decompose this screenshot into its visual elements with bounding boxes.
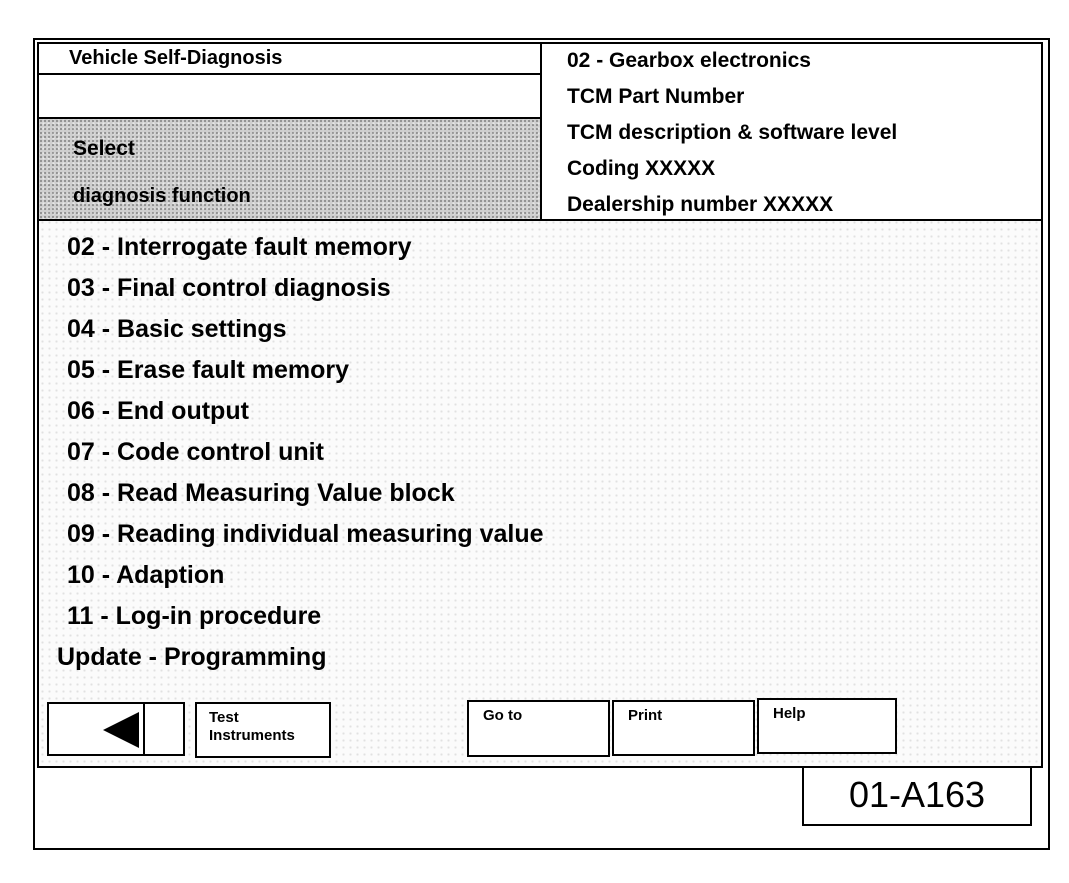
- help-button[interactable]: [757, 698, 897, 754]
- header-left-panel: [39, 44, 542, 221]
- help-label: Help: [773, 705, 806, 722]
- menu-item-update-programming[interactable]: Update - Programming: [57, 643, 327, 671]
- figure-id-label: 01-A163: [802, 766, 1032, 826]
- description-label: TCM description & software level: [567, 121, 898, 144]
- diagnosis-function-menu: [57, 230, 757, 681]
- diagnosis-screen: [37, 42, 1043, 768]
- module-label: 02 - Gearbox electronics: [567, 49, 811, 72]
- blank-header-row: [39, 75, 540, 119]
- print-label: Print: [628, 707, 663, 724]
- go-to-label: Go to: [483, 707, 523, 724]
- test-instruments-button[interactable]: [195, 702, 331, 758]
- select-prompt-line1: Select: [73, 137, 135, 160]
- go-to-button[interactable]: [467, 700, 610, 757]
- menu-item-final-control-diagnosis[interactable]: 03 - Final control diagnosis: [67, 274, 391, 302]
- back-button-divider: [143, 704, 145, 754]
- part-number-label: TCM Part Number: [567, 85, 745, 108]
- menu-item-reading-individual-measuring-value[interactable]: 09 - Reading individual measuring value: [67, 520, 544, 548]
- control-unit-info-panel: [542, 44, 1041, 221]
- menu-item-log-in-procedure[interactable]: 11 - Log-in procedure: [67, 602, 322, 630]
- menu-item-end-output[interactable]: 06 - End output: [67, 397, 249, 425]
- back-button[interactable]: [47, 702, 185, 756]
- dealership-label: Dealership number XXXXX: [567, 193, 834, 216]
- menu-item-erase-fault-memory[interactable]: 05 - Erase fault memory: [67, 356, 350, 384]
- coding-label: Coding XXXXX: [567, 157, 716, 180]
- test-instruments-line2: Instruments: [209, 727, 295, 744]
- menu-item-basic-settings[interactable]: 04 - Basic settings: [67, 315, 287, 343]
- menu-item-adaption[interactable]: 10 - Adaption: [67, 561, 225, 589]
- print-button[interactable]: [612, 700, 755, 756]
- window-title: Vehicle Self-Diagnosis: [39, 44, 540, 75]
- test-instruments-line1: Test: [209, 709, 239, 726]
- menu-item-code-control-unit[interactable]: 07 - Code control unit: [67, 438, 324, 466]
- menu-item-read-measuring-value-block[interactable]: 08 - Read Measuring Value block: [67, 479, 455, 507]
- menu-item-interrogate-fault-memory[interactable]: 02 - Interrogate fault memory: [67, 233, 412, 261]
- select-prompt-line2: diagnosis function: [73, 185, 251, 207]
- back-arrow-icon: [103, 712, 139, 748]
- select-prompt: [39, 119, 540, 219]
